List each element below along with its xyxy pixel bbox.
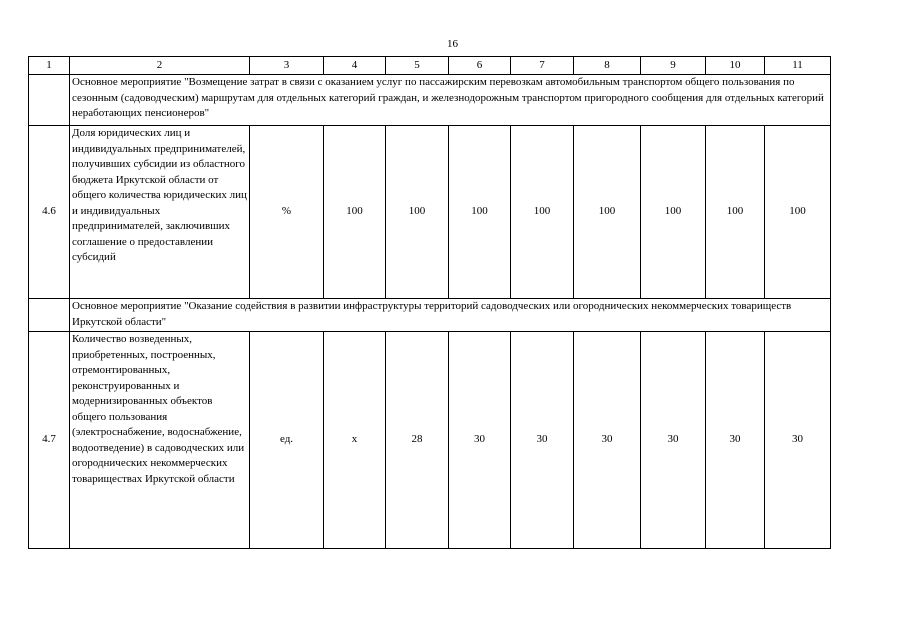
header-cell: 5 xyxy=(386,57,449,75)
indicator-unit: % xyxy=(250,126,324,299)
indicator-value: 30 xyxy=(511,332,574,549)
page-number: 16 xyxy=(447,38,458,50)
indicator-value: 100 xyxy=(324,126,386,299)
indicators-table xyxy=(28,56,831,549)
indicator-value: 100 xyxy=(765,126,831,299)
indicator-value: 100 xyxy=(386,126,449,299)
indicator-value: 100 xyxy=(449,126,511,299)
indicator-row xyxy=(29,126,831,299)
section-row xyxy=(29,75,831,126)
header-cell: 6 xyxy=(449,57,511,75)
header-cell: 9 xyxy=(641,57,706,75)
header-cell: 7 xyxy=(511,57,574,75)
section-title: Основное мероприятие "Оказание содействия в развитии инфраструктуры территорий садоводческих или огороднических некоммерческих товариществ Иркутской области" xyxy=(70,299,831,332)
header-row xyxy=(29,57,831,75)
indicator-value: 30 xyxy=(706,332,765,549)
header-cell: 2 xyxy=(70,57,250,75)
indicator-number: 4.7 xyxy=(29,332,70,549)
header-cell: 10 xyxy=(706,57,765,75)
indicator-value: 100 xyxy=(641,126,706,299)
section-row xyxy=(29,299,831,332)
indicator-value: 30 xyxy=(641,332,706,549)
indicator-value: 30 xyxy=(765,332,831,549)
section-title: Основное мероприятие "Возмещение затрат в связи с оказанием услуг по пассажирским перевозкам автомобильным транспортом общего пользования по сезонным (садоводческим) маршрутам для отдельных категорий граждан, и железнодорожным транспортом пригородного сообщения для отдельных категорий неработающих пенсионеров" xyxy=(70,75,831,126)
indicator-value: х xyxy=(324,332,386,549)
indicator-name: Количество возведенных, приобретенных, построенных, отремонтированных, реконструированных и модернизированных объектов общего пользования (электроснабжение, водоснабжение, водоотведение) в садоводческих или огороднических некоммерческих товариществах Иркутской области xyxy=(70,332,250,549)
indicator-value: 100 xyxy=(706,126,765,299)
section-num-cell xyxy=(29,299,70,332)
indicator-number: 4.6 xyxy=(29,126,70,299)
header-cell: 4 xyxy=(324,57,386,75)
section-num-cell xyxy=(29,75,70,126)
indicator-unit: ед. xyxy=(250,332,324,549)
header-cell: 1 xyxy=(29,57,70,75)
indicator-value: 100 xyxy=(511,126,574,299)
header-cell: 11 xyxy=(765,57,831,75)
indicator-value: 100 xyxy=(574,126,641,299)
indicator-name: Доля юридических лиц и индивидуальных предпринимателей, получивших субсидии из областного бюджета Иркутской области от общего количества юридических лиц и индивидуальных предпринимателей, заключивших соглашение о предоставлении субсидий xyxy=(70,126,250,299)
indicator-value: 30 xyxy=(449,332,511,549)
indicator-row xyxy=(29,332,831,549)
header-cell: 3 xyxy=(250,57,324,75)
indicator-value: 30 xyxy=(574,332,641,549)
header-cell: 8 xyxy=(574,57,641,75)
indicator-value: 28 xyxy=(386,332,449,549)
